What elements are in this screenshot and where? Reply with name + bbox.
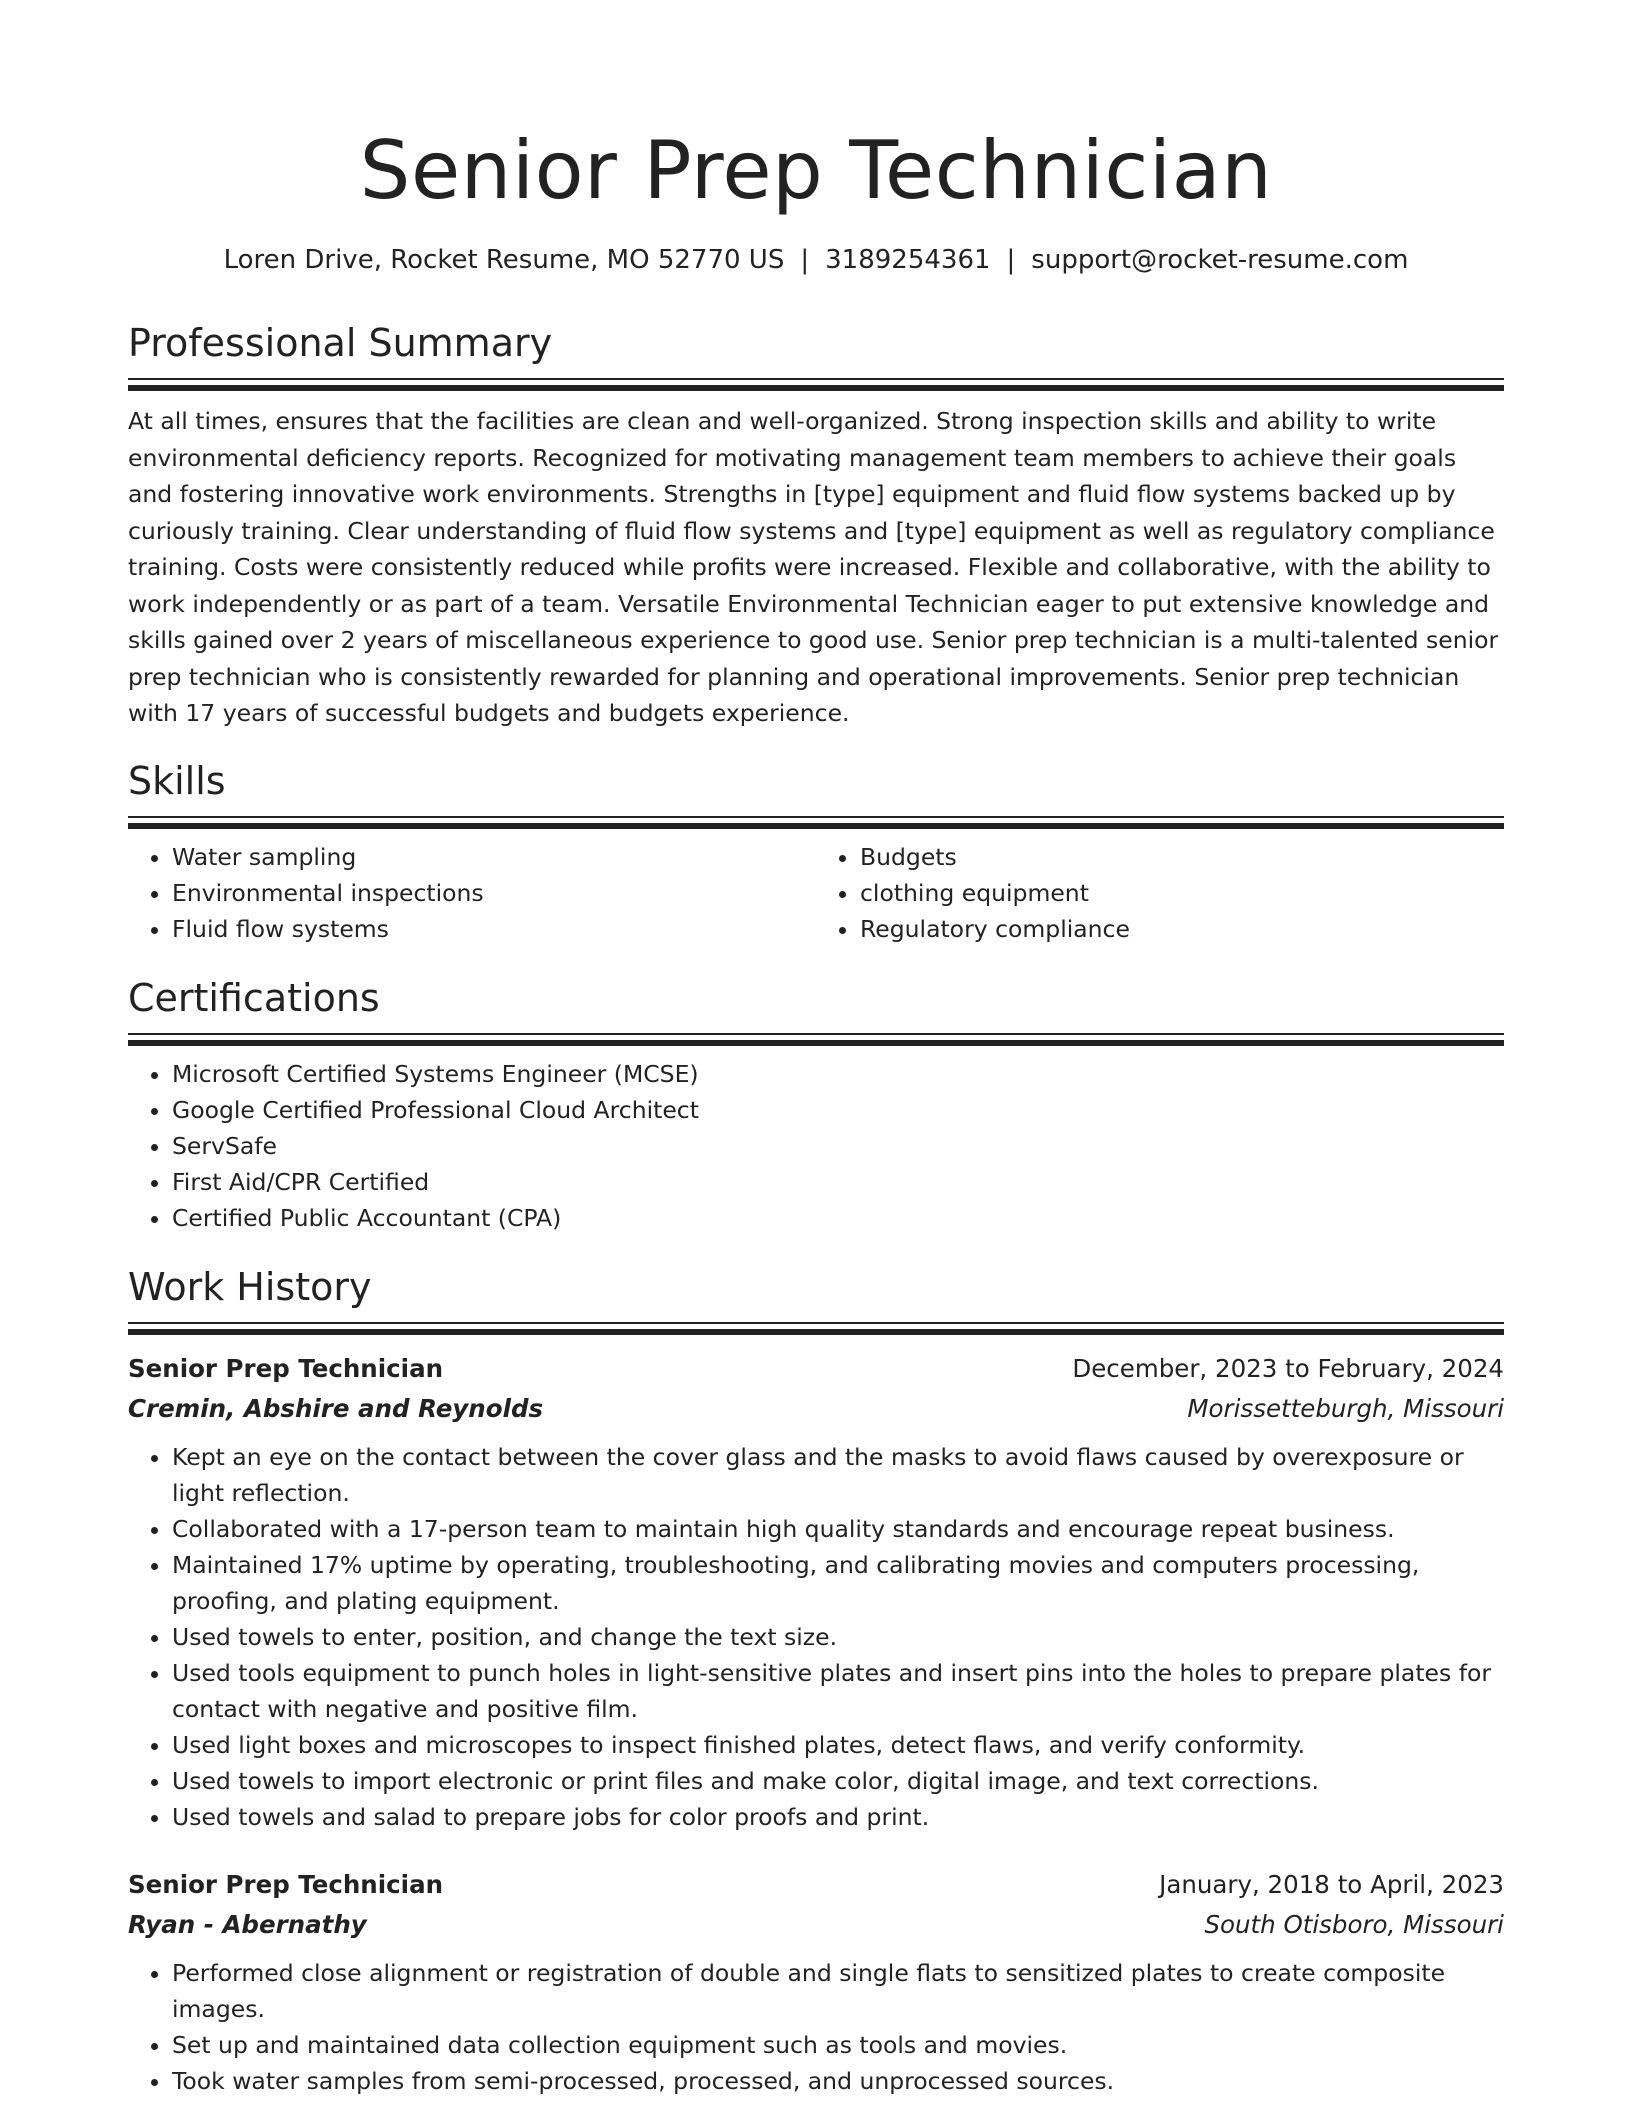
job-bullet: • Used towels to import electronic or print files and make color, digital image, and text corrections. bbox=[172, 1763, 1504, 1799]
job-header bbox=[128, 1349, 1504, 1389]
certification-item: • Microsoft Certified Systems Engineer (MCSE) bbox=[172, 1056, 1504, 1092]
skills-list-right bbox=[816, 839, 1504, 947]
contact-separator: | bbox=[1006, 245, 1016, 275]
job-entry bbox=[128, 1349, 1504, 1835]
certification-item: • ServSafe bbox=[172, 1128, 1504, 1164]
contact-separator: | bbox=[800, 245, 810, 275]
certification-item: • Google Certified Professional Cloud Architect bbox=[172, 1092, 1504, 1128]
section-title-skills: Skills bbox=[128, 758, 226, 803]
summary-section bbox=[128, 320, 1504, 732]
contact-line bbox=[128, 242, 1504, 278]
job-company: Ryan - Abernathy bbox=[128, 1909, 367, 1939]
section-divider bbox=[128, 378, 1504, 391]
job-bullet: • Used towels and salad to prepare jobs for color proofs and print. bbox=[172, 1799, 1504, 1835]
job-location: South Otisboro, Missouri bbox=[1204, 1909, 1504, 1939]
certification-item: • First Aid/CPR Certified bbox=[172, 1164, 1504, 1200]
job-bullet: • Maintained 17% uptime by operating, troubleshooting, and calibrating movies and computers processing, proofing, and plating equipment. bbox=[172, 1547, 1504, 1619]
job-bullet: • Took water samples from semi-processed, processed, and unprocessed sources. bbox=[172, 2063, 1504, 2099]
job-subheader bbox=[128, 1905, 1504, 1945]
job-dates: January, 2018 to April, 2023 bbox=[1159, 1869, 1504, 1899]
job-dates: December, 2023 to February, 2024 bbox=[1072, 1353, 1504, 1383]
job-location: Morissetteburgh, Missouri bbox=[1187, 1393, 1504, 1423]
job-entry bbox=[128, 1865, 1504, 2099]
section-title-summary: Professional Summary bbox=[128, 321, 553, 365]
section-divider bbox=[128, 1322, 1504, 1335]
job-bullet: • Set up and maintained data collection equipment such as tools and movies. bbox=[172, 2027, 1504, 2063]
resume-name: Senior Prep Technician bbox=[359, 124, 1273, 217]
contact-address: Loren Drive, Rocket Resume, MO 52770 US bbox=[223, 245, 785, 275]
section-divider bbox=[128, 816, 1504, 829]
skill-item: • clothing equipment bbox=[860, 875, 1504, 911]
job-bullets bbox=[128, 1439, 1504, 1835]
job-bullet: • Used tools equipment to punch holes in light-sensitive plates and insert pins into the holes to prepare plates for contact with negative and positive film. bbox=[172, 1655, 1504, 1727]
skill-item: • Fluid flow systems bbox=[172, 911, 816, 947]
job-company: Cremin, Abshire and Reynolds bbox=[128, 1393, 544, 1423]
summary-text: At all times, ensures that the facilities are clean and well-organized. Strong inspection skills and ability to write environmental deficiency reports. Recognized for motivating management team members to achieve their goals and fostering innovative work environments. Strengths in [type] equipment and fluid flow systems backed up by curiously training. Clear understanding of fluid flow systems and [type] equipment as well as regulatory compliance training. Costs were consistently reduced while profits were increased. Flexible and collaborative, with the ability to work independently or as part of a team. Versatile Environmental Technician eager to put extensive knowledge and skills gained over 2 years of miscellaneous experience to good use. Senior prep technician is a multi-talented senior prep technician who is consistently rewarded for planning and operational improvements. Senior prep technician with 17 years of successful budgets and budgets experience. bbox=[128, 407, 1499, 727]
contact-phone: 3189254361 bbox=[825, 245, 991, 275]
job-title: Senior Prep Technician bbox=[128, 1353, 444, 1383]
certifications-list bbox=[128, 1056, 1504, 1236]
section-title-certifications: Certifications bbox=[128, 975, 380, 1020]
job-subheader bbox=[128, 1389, 1504, 1429]
job-bullet: • Used light boxes and microscopes to inspect finished plates, detect flaws, and verify conformity. bbox=[172, 1727, 1504, 1763]
skills-list-left bbox=[128, 839, 816, 947]
job-title: Senior Prep Technician bbox=[128, 1869, 444, 1899]
job-bullets bbox=[128, 1955, 1504, 2099]
skill-item: • Budgets bbox=[860, 839, 1504, 875]
section-title-work-history: Work History bbox=[128, 1264, 372, 1309]
job-bullet: • Performed close alignment or registration of double and single flats to sensitized plates to create composite images. bbox=[172, 1955, 1504, 2027]
contact-email[interactable]: support@rocket-resume.com bbox=[1031, 245, 1409, 275]
work-history-section bbox=[128, 1264, 1504, 2099]
skills-columns bbox=[128, 839, 1504, 947]
certification-item: • Certified Public Accountant (CPA) bbox=[172, 1200, 1504, 1236]
skill-item: • Water sampling bbox=[172, 839, 816, 875]
skill-item: • Environmental inspections bbox=[172, 875, 816, 911]
skills-section bbox=[128, 758, 1504, 947]
certifications-section bbox=[128, 975, 1504, 1236]
job-header bbox=[128, 1865, 1504, 1905]
skill-item: • Regulatory compliance bbox=[860, 911, 1504, 947]
job-bullet: • Kept an eye on the contact between the cover glass and the masks to avoid flaws caused by overexposure or light reflection. bbox=[172, 1439, 1504, 1511]
section-divider bbox=[128, 1033, 1504, 1046]
job-bullet: • Used towels to enter, position, and change the text size. bbox=[172, 1619, 1504, 1655]
job-bullet: • Collaborated with a 17-person team to maintain high quality standards and encourage repeat business. bbox=[172, 1511, 1504, 1547]
